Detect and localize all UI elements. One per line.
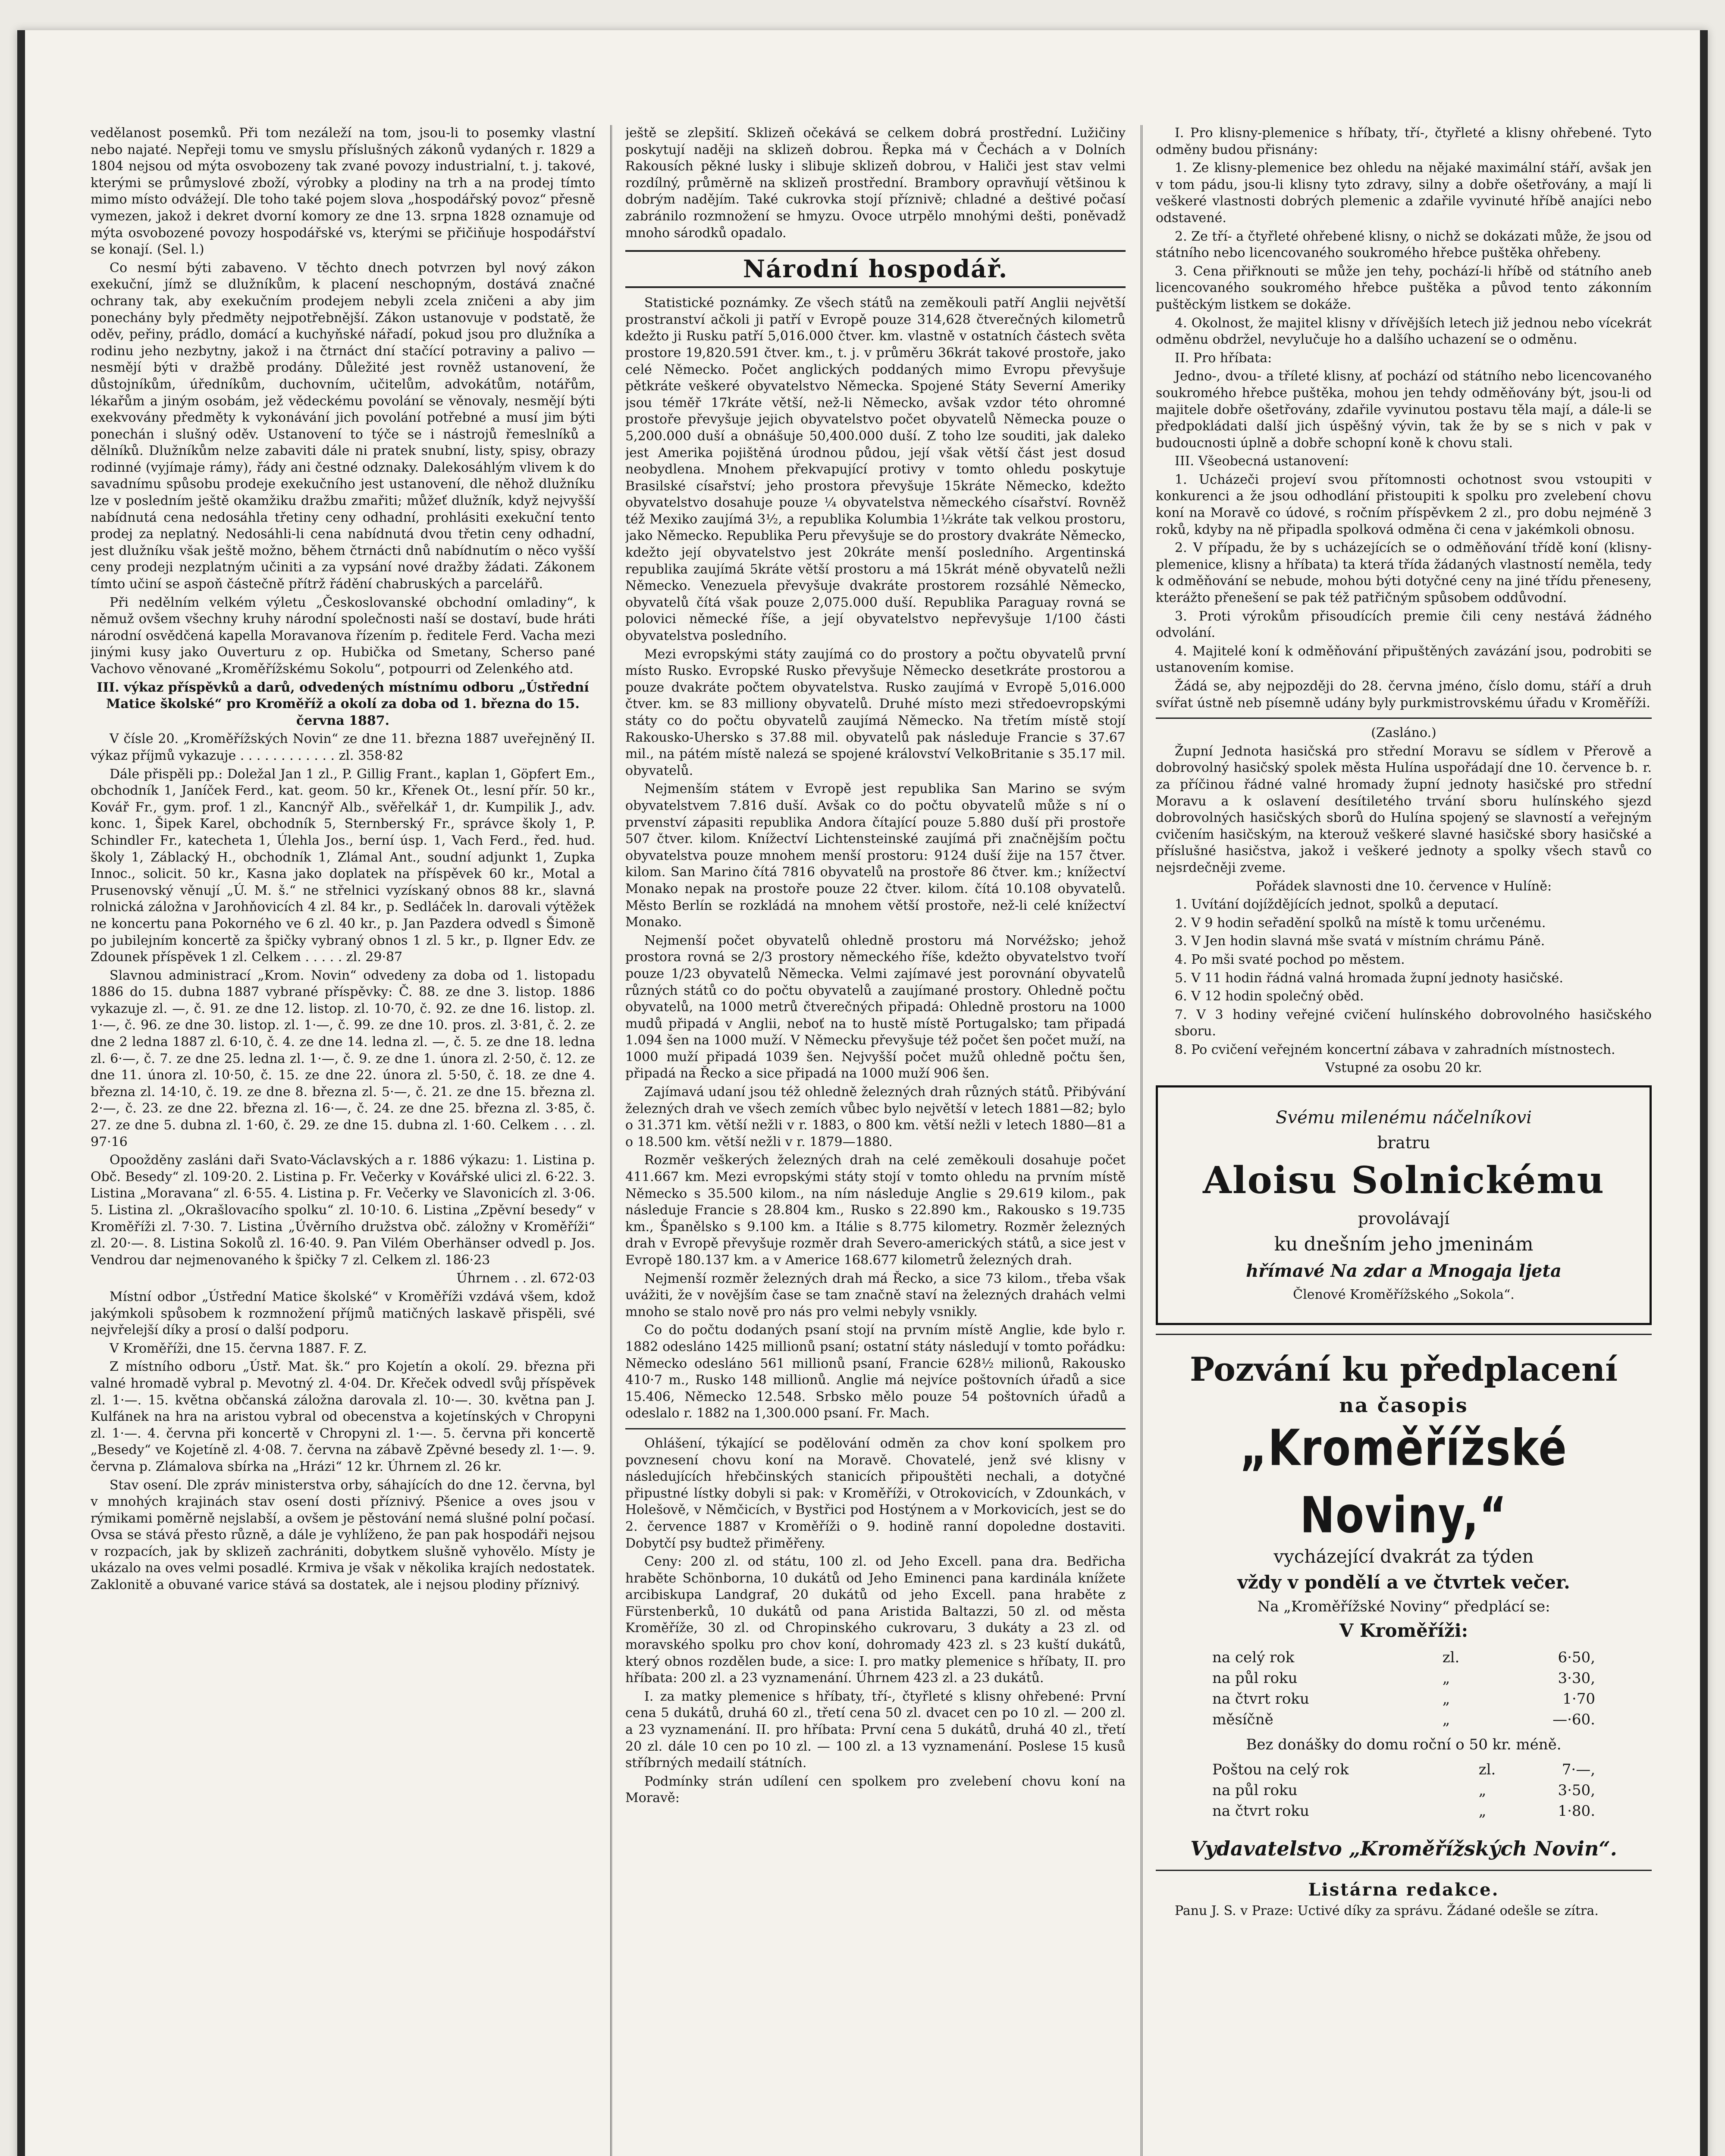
subscription-line: vždy v pondělí a ve čtvrtek večer. <box>1237 1572 1570 1593</box>
article-text: 1. Ucházeči projeví svou přítomnosti ochotnost svou vstoupiti v konkurenci a že jsou odhodlání přistoupiti k spolku pro zvelebení chovu koní na Moravě co údové, s ročním příspěvkem 2 zl., pro dobu nejméně 3 roků, kdyby na ně připadla spolková odměna či cena v jakémkoli obnosu. <box>1156 472 1652 537</box>
article-text: 2. V případu, že by s ucházejících se o odměňování třídě koní (klisny-plemenice, klisny a hříbata) ta která třída žádaných vlastností neměla, tedy k odměňování se nebude, mohou býti dotyčné ceny na jiné třídu přeneseny, kterážto přenešení se pak též patřičným spůsobem oddůvodní. <box>1156 540 1652 606</box>
subscription-line: Na „Kroměřížské Noviny“ předplácí se: <box>1257 1598 1550 1616</box>
price-row <box>1210 1689 1598 1709</box>
program-item: 2. V 9 hodin seřadění spolků na místě k tomu určenému. <box>1175 915 1546 931</box>
total-line: Úhrnem . . zl. 672·03 <box>456 1271 595 1286</box>
article-text: Nejmenším státem v Evropě jest republika San Marino se svým obyvatelstvem 7.816 duší. Avšak co do počtu obyvatelů může s ní o prvenství zápasiti republika Andora čítající pouze 5.880 duší při prostoře 507 čtver. kilom. Knížectví Lichtensteinské zaujímá při značnějším počtu obyvatelstva pouze mnohem menší prostoru: 9124 duší žije na 157 čtver. kilom. San Marino čítá 7816 obyvatelů na prostoře 86 čtver. km.; knížectví Monako nepak na prostoře pouze 22 čtver. kilom. čítá 10.108 obyvatelů. Město Berlín se rozkládá na mnohem větší prostoře, než-li celé knížectví Monako. <box>625 781 1126 930</box>
price-row <box>1210 1709 1598 1730</box>
right-page-edge <box>1700 30 1708 2156</box>
subscription-note: Bez donášky do domu roční o 50 kr. méně. <box>1246 1736 1562 1754</box>
price-label: na půl roku <box>1212 1670 1298 1687</box>
article-text: ještě se zlepšití. Sklizeň očekává se celkem dobrá prostřední. Lužičiny poskytují naději na sklizeň dobrou. Řepka má v Čechách a v Dolních Rakousích pěkné lusky i slibuje sklizeň dobrou, v Haliči jest stav velmi rozdílný, průměrně na sklizeň prostřední. Brambory opravňují většinou k dobrým nadějím. Také cukrovka stojí příznivě; chladné a deštivé počasí zabránilo rozmnožení se hmyzu. Ovoce utrpělo mnohými dešti, poněvadž mnoho sárodků opadalo. <box>625 125 1126 241</box>
program-item: 7. V 3 hodiny veřejné cvičení hulínského dobrovolného hasičského sboru. <box>1175 1007 1652 1039</box>
divider <box>625 1428 1126 1429</box>
zaslano-label: (Zasláno.) <box>1371 725 1436 741</box>
article-text: Dále přispěli pp.: Doležal Jan 1 zl., P. Gillig Frant., kaplan 1, Göpfert Em., obchodník 1, Janíček Ferd., kat. geom. 50 kr., Křenek Ot., lesní přír. 50 kr., Kovář Fr., gym. prof. 1 zl., Kancnýř Alb., svěřelkář 1, dr. Kumpilik J., adv. konc. 1, Šipek Karel, obchodník 5, Sternberský Fr., správce školy 1, P. Schindler Fr., katecheta 1, Úlehla Jos., berní úsp. 1, Vach Ferd., řed. hud. školy 1, Záblacký H., obchodník 1, Zlámal Ant., soudní adjunkt 1, Zupka Innoc., solicit. 50 kr., Kasna jako doplatek na příspěvek 60 kr., Motal a Prusenovský věnují „Ú. M. š.“ ne střelnici vyzískaný obnos 88 kr., slavná rolnická záložna v Jarohňovicích 4 zl. 84 kr., p. Sedláček ln. darovali výtěžek ne koncertu pana Pokorného ve 6 zl. 40 kr., p. Jan Pazdera odvedl s Šimoně po jubilejním koncertě za špičky vybraný obnos 1 zl. 5 kr., p. Ilgner Edv. ze Zdounek příspěvek 1 zl. Celkem . . . . . zl. 29·87 <box>91 766 595 965</box>
price-row <box>1210 1647 1598 1668</box>
price-unit: „ <box>1478 1782 1487 1799</box>
article-text: Statistické poznámky. Ze všech států na zeměkouli patří Anglii největší prostranství ačkoli ji patří v Evropě pouze 314,628 čtverečných kilometrů kdežto ji Rusku patří 5,016.000 čtver. km. vlastně v ostatních částech světa prostore 19,820.591 čtver. km., t. j. v průměru 36krát takové prostoře, jako celé Německo. Počet anglických poddaných mimo Evropu převyšuje pětkráte veškeré obyvatelstvo Německa. Spojené Státy Severní Ameriky jsou téměř 17kráte větší, než-li Německo, avšak vzdor této ohromné prostoře převyšuje jejich obyvatelstvo počet obyvatelů Německa pouze o 5,200.000 duší a obnášuje 50,400.000 duší. Z toho lze souditi, jak daleko jest Amerika pojištěná úrodnou půdou, její však větší část jest dosud neobydlena. Mnohem překvapující protivy v tomto ohledu poskytuje Brasilské císařství; jeho prostora převyšuje 15kráte Německo, kdežto obyvatelstvo dosahuje pouze ¼ obyvatelstva německého císařství. Rovněž též Mexiko zaujímá 3½, a republika Kolumbia 1½kráte tak velkou prostoru, jako Německo. Republika Peru převyšuje se do prostory dvakráte Německo, kdežto její obyvatelstvo jest 20kráte menší posledního. Argentinská republika zaujímá 5kráte větší prostoru a má 15krát méně obyvatelů nežli Německo. Venezuela převyšuje dvakráte prostorem rozsáhlé Německo, obyvatelů čítá však pouze 2,075.000 duší. Republika Paraguay rovná se polovici německé říše, a její obyvatelstvo nepřevyšuje 1/100 části obyvatelstva posledního. <box>625 295 1126 644</box>
article-text: Mezi evropskými státy zaujímá co do prostory a počtu obyvatelů první místo Rusko. Evropské Rusko převyšuje Německo desetkráte prostorou a pouze dvakráte počtem obyvatelstva. Rusko zaujímá v Evropě 5,016.000 čtver. km. se 83 milliony obyvatelů. Druhé místo mezi středoevropskými státy co do počtu obyvatelů zaujímá Německo. Na třetím místě stojí Rakousko-Uhersko s 37.88 mil. obyvatelů pak následuje Francie s 37.67 mil., na pátém místě nalezá se spojené království VelkoBritanie s 35.17 mil. obyvatelů. <box>625 646 1126 778</box>
column-2 <box>625 125 1126 2156</box>
price-label: na čtvrt roku <box>1212 1690 1309 1708</box>
article-text: Rozměr veškerých železných drah na celé zeměkouli dosahuje počet 411.667 km. Mezi evropskými státy stojí v tomto ohledu na prvním místě Německo s 35.500 kilom., na ním následuje Anglie s 29.619 kilom., pak následuje Francie s 28.804 km., Rusko s 22.890 km., Rakousko s 19.735 km., Španělsko s 9.100 km. a Itálie s 8.775 kilometry. Rozměr železných drah v Evropě převyšuje rozměr drah Severo-amerických států, a sice jest v Evropě 180.137 km. a v Americe 168.677 kilometrů železných drah. <box>625 1153 1126 1268</box>
program-heading: Pořádek slavnosti dne 10. července v Hulíně: <box>1255 878 1552 894</box>
price-row <box>1210 1801 1598 1821</box>
divider <box>1156 1870 1652 1871</box>
article-text: Slavnou administrací „Krom. Novin“ odvedeny za doba od 1. listopadu 1886 do 15. dubna 1887 vybrané příspěvky: Č. 88. ze dne 3. listop. 1886 vykazuje zl. —, č. 91. ze dne 12. listop. zl. 10·70, č. 92. ze dne 16. listop. zl. 1·—, č. 96. ze dne 30. listop. zl. 1·—, č. 99. ze dne 10. pros. zl. 3·81, č. 2. ze dne 2 ledna 1887 zl. 6·10, č. 4. ze dne 14. ledna zl. —, č. 5. ze dne 18. ledna zl. 6·—, č. 7. ze dne 25. ledna zl. 1·—, č. 9. ze dne 1. února zl. 2·50, č. 12. ze dne 11. února zl. 10·50, č. 15. ze dne 22. února zl. 5·50, č. 18. ze dne 4. března zl. 14·10, č. 19. ze dne 8. března zl. 5·—, č. 21. ze dne 15. března zl. 2·—, č. 23. ze dne 22. března zl. 16·—, č. 24. ze dne 25. března zl. 3·85, č. 27. ze dne 5. dubna zl. 1·60, č. 29. ze dne 15. dubna zl. 1·60. Celkem . . . zl. 97·16 <box>91 968 595 1150</box>
article-text: V čísle 20. „Kroměřížských Novin“ ze dne 11. března 1887 uveřejněný II. výkaz příjmů vykazuje . . . . . . . . . . . . zl. 358·82 <box>91 731 595 763</box>
price-amount: 6·50, <box>1558 1649 1595 1667</box>
article-text: Žádá se, aby nejpozději do 28. června jméno, číslo domu, stáří a druh svířat ústně neb písemně udány byly purkmistrovskému úřadu v Kroměříži. <box>1156 679 1652 711</box>
price-amount: 1·70 <box>1562 1690 1595 1708</box>
article-text: 3. Cena přiřknouti se může jen tehy, pochází-li hříbě od státního aneb licencovaného soukromého hřebce puštěka a původ tento zákonním puštěckým listkem se dokáže. <box>1156 263 1652 312</box>
divider <box>1156 718 1652 719</box>
newspaper-page <box>17 30 1708 2156</box>
price-row <box>1210 1780 1598 1801</box>
greeting-line: provolávají <box>1358 1209 1450 1228</box>
price-unit: „ <box>1442 1690 1450 1708</box>
article-text: III. Všeobecná ustanovení: <box>1175 454 1349 469</box>
article-text: Jedno-, dvou- a tříleté klisny, ať pochází od státního nebo licencovaného soukromého hřebce puštěka, mohou jen tehdy odměňovány být, jsou-li od majitele dobře ošetřovány, zdařile vyvinutou postavu těla mají, a dále-li se předpokládati další jich úspěšný vývin, tak že by se s nich v pak v budoucnosti úplně a dobře schopní koně k chovu stali. <box>1156 369 1652 451</box>
greeting-box <box>1156 1085 1652 1325</box>
program-item: 4. Po mši svaté pochod po městem. <box>1175 952 1405 967</box>
article-text: II. Pro hříbata: <box>1175 350 1272 366</box>
article-text: Nejmenší počet obyvatelů ohledně prostoru má Norvéžsko; jehož prostora rovná se 2/3 prostory německého říše, kdežto obyvatelstvo tvoří pouze 1/23 obyvatelů Německa. Velmi zajímavé jest porovnání obyvatelů různých států co do počtu obyvatelů a zaujímané prostory. Ohledně počtu obyvatelů, na 1000 metrů čtverečných připadá: Ohledně prostoru na 1000 mudů připadá v Anglii, neboť na to hustě místě Portugalsko; tam připadá 1.094 šen na 1000 muží. V Německu převyšuje též počet šen počet muží, na 1000 muží připadá 1039 šen. Nejvyšší počet mužů ohledně počtu šen, připadá na Řecko a sice připadá na 1000 muží 906 šen. <box>625 933 1126 1081</box>
article-text: 4. Majitelé koní k odměňování připuštěných zavázání jsou, podrobiti se ustanovením komise. <box>1156 643 1652 676</box>
column-divider <box>610 125 612 2156</box>
post-price-table <box>1210 1759 1598 1821</box>
greeting-line: ku dnešním jeho jmeninám <box>1274 1233 1534 1256</box>
editorial-heading: Listárna redakce. <box>1308 1880 1499 1900</box>
column-1 <box>91 125 595 2156</box>
greeting-line: bratru <box>1377 1133 1430 1153</box>
left-page-edge <box>17 30 25 2156</box>
price-amount: —·60. <box>1552 1711 1595 1729</box>
article-text: Podmínky strán udílení cen spolkem pro zvelebení chovu koní na Moravě: <box>625 1774 1126 1806</box>
price-amount: 3·50, <box>1558 1782 1595 1799</box>
article-text: Z místního odboru „Ústř. Mat. šk.“ pro Kojetín a okolí. 29. března při valné hromadě vybral p. Mevotný zl. 4·04. Dr. Křeček odvedl svůj příspěvek zl. 1·—. 15. května občanská záložna darovala zl. 10·—. 30. května pan J. Kulfánek na hra na aristou vybral od obecenstva a kojetínských v Chropyni zl. 1·—. 4. června při koncertě v Chropyni zl. 1·—. 5. června při koncertě „Besedy“ ve Kojetíně zl. 4·08. 7. června na zábavě Zpěvné besedy zl. 1·—. 9. června p. Zlámalova sbírka na „Hrázi“ 12 kr. Úhrnem zl. 26 kr. <box>91 1359 595 1474</box>
price-unit: „ <box>1478 1802 1487 1820</box>
subscription-line: vycházející dvakrát za týden <box>1273 1546 1534 1567</box>
column-3 <box>1156 125 1652 2156</box>
column-divider <box>1141 125 1142 2156</box>
article-text: Ohlášení, týkající se podělování odměn za chov koní spolkem pro povznesení chovu koní na Moravě. Chovatelé, jenž své klisny v následujících hřebčinských stanicích připouštěti nechali, a dotyčné připustné lístky dobyli si pak: v Kroměříži, v Otrokovicích, v Zdounkách, v Holešově, v Němčicích, v Bystřici pod Hostýnem a v Morkovicích, jest se do 2. července 1887 v Kroměříži o 9. hodině ranní dopoledne dostaviti. Dobytčí psy budtež přiměřeny. <box>625 1435 1126 1551</box>
article-text: Nejmenší rozměr železných drah má Řecko, a sice 73 kilom., třeba však uvážiti, že v novějším čase se tam značně staví na železných drahách velmi mnoho se stalo nově pro nás pro velmi nebyly vsnikly. <box>625 1271 1126 1319</box>
price-label: na čtvrt roku <box>1212 1802 1309 1820</box>
price-row <box>1210 1668 1598 1689</box>
program-item: 6. V 12 hodin společný oběd. <box>1175 989 1364 1004</box>
price-unit: „ <box>1442 1670 1450 1687</box>
article-text: Při nedělním velkém výletu „Českoslovanské obchodní omladiny“, k němuž ovšem všechny kruhy národní společnosti naší se dostaví, bude hráti národní osvědčená kapella Moravanova řízením p. ředitele Ferd. Vacha mezi jinými kusy jako Ouverturu z op. Hubička od Smetany, Scherso pané Vachovo věnované „Kroměřížskému Sokolu“, potpourri od Zelenkého atd. <box>91 595 595 677</box>
price-table <box>1210 1647 1598 1730</box>
entry-fee: Vstupné za osobu 20 kr. <box>1325 1060 1482 1076</box>
price-label: Poštou na celý rok <box>1212 1761 1349 1779</box>
program-item: 1. Uvítání dojíždějících jednot, spolků a deputací. <box>1175 897 1499 912</box>
article-text: Místní odbor „Ústřední Matice školské“ v Kroměříži vzdává všem, kdož jakýmkoli spůsobem k rozmnožení příjmů matičných laskavě přispěli, své nejvřelejší díky a prosí o další podporu. <box>91 1289 595 1338</box>
price-unit: zl. <box>1442 1649 1460 1667</box>
price-label: měsíčně <box>1212 1711 1273 1729</box>
greeting-name: Aloisu Solnickému <box>1203 1159 1605 1203</box>
article-text: Zajímavá udaní jsou též ohledně železných drah různých států. Přibývání železných drah ve všech zemích vůbec bylo největší v letech 1881—82; bylo o 31.371 km. větší nežli v r. 1883, o 800 km. větší nežli v letech 1880—81 a o 18.500 km. větší nežli v r. 1879—1880. <box>625 1084 1126 1150</box>
article-text: 4. Okolnost, že majitel klisny v dřívějších letech již jednou nebo vícekrát odměnu obdržel, nevylučuje ho a dalšího uchazení se o odměnu. <box>1156 315 1652 348</box>
newspaper-name: „Kroměřížské Noviny,“ <box>1240 1419 1568 1545</box>
divider <box>1156 1334 1652 1335</box>
price-unit: zl. <box>1478 1761 1496 1779</box>
article-text: vedělanost posemků. Při tom nezáleží na tom, jsou-li to posemky vlastní nebo najaté. Nepřeji tomu ve smyslu příslušných zákonů vydaných r. 1829 a 1804 nejsou od mýta osvobozeny tak zvané povozy industrialní, t. j. takové, kterými se průmyslové zboží, výrobky a plodiny na trh a na prodej tímto mimo místo odvážejí. Dle toho také pojem slova „hospodářský povoz“ přesně vymezen, jakož i dekret dvorní komory ze dne 13. srpna 1828 oznamuje od mýta osvobozené povozy hospodářské vs, kterými se přičiňuje hospodářství se konají. (Sel. l.) <box>91 125 595 257</box>
price-amount: 7·—, <box>1562 1761 1595 1779</box>
price-label: na celý rok <box>1212 1649 1295 1667</box>
publisher-line: Vydavatelstvo „Kroměřížských Novin“. <box>1190 1837 1617 1861</box>
article-text: I. za matky plemenice s hříbaty, tří-, čtyřleté s klisny ohřebené: První cena 5 dukátů, druhá 60 zl., třetí cena 50 zl. dvacet cen po 10 zl. — 200 zl. a 23 vyznamenání. II. pro hříbata: První cena 5 dukátů, druhá 40 zl., třetí 20 zl. dále 10 cen po 10 zl. — 100 zl. a 13 vyznamenání. Poslese 15 kusů stříbrných medailí státních. <box>625 1689 1126 1771</box>
price-unit: „ <box>1442 1711 1450 1729</box>
program-item: 3. V Jen hodin slavná mše svatá v místním chrámu Páně. <box>1175 934 1545 949</box>
article-text: Ceny: 200 zl. od státu, 100 zl. od Jeho Excell. pana dra. Bedřicha hraběte Schönborna, 10 dukátů od Jeho Eminenci pana kardinála knížete arcibiskupa Landgraf, 20 dukátů od jeho Excell. pana hraběte z Fürstenberků, 10 dukátů od pana Aristida Baltazzi, 50 zl. od města Kroměříže, 30 zl. od Chropinského cukrovaru, 3 dukáty a 23 zl. od moravského spolku pro chov koní, dohromady 423 zl. s 23 kuští dukátů, který obnos rozdělen bude, a sice: I. pro matky plemenice s hříbaty, II. pro hříbata: 200 zl. a 23 vyznamenání. Úhrnem 423 zl. a 23 dukátů. <box>625 1554 1126 1686</box>
greeting-line: Svému milenému náčelníkovi <box>1276 1108 1532 1128</box>
editorial-note: Panu J. S. v Praze: Uctivé díky za správu. Žádané odešle se zítra. <box>1175 1903 1599 1919</box>
article-text: Opoožděny zasláni daři Svato-Václavských a r. 1886 výkazu: 1. Listina p. Obč. Besedy“ zl. 109·20. 2. Listina p. Fr. Večerky v Kovářské ulici zl. 6·22. 3. Listina „Moravana“ zl. 6·55. 4. Listina p. Fr. Večerky ve Slavonicích zl. 3·06. 5. Listina zl. „Okrašlovacího spolku“ zl. 10·10. 6. Listina „Zpěvní besedy“ v Kroměříži zl. 7·30. 7. Listina „Úvěrního družstva obč. záložny v Kroměříži“ zl. 20·—. 8. Listina Sokolů zl. 16·40. 9. Pan Vilém Oberhänser odvedl p. Jos. Vendrou dar nejmenovaného k špičky 7 zl. Celkem zl. 186·23 <box>91 1153 595 1268</box>
article-text: Stav osení. Dle zpráv ministerstva orby, sáhajících do dne 12. června, byl v mnohých krajinách stav osení dosti příznivý. Pšenice a oves jsou v rýmikami poměrně nejslabší, a ovšem je pěstování nemá slušné polní počasí. Ovsa se stává přesto různě, a dále je vyhlíženo, že pan pak hospodáři nejsou v rozpacích, jak by sklizeň zachrániti, dobytkem slušně vyhovělo. Místy je ukázalo na oves velmi posadlé. Krmiva je však v několika krajích nedostatek. Zaklonitě a obuvané varice stává sa dostatek, ale i nejsou plodiny příznivý. <box>91 1477 595 1593</box>
article-text: Co do počtu dodaných psaní stojí na prvním místě Anglie, kde bylo r. 1882 odesláno 1425 millionů psaní; ostatní státy následují v tomto pořádku: Německo odesláno 561 millionů psaní, Francie 628½ milionů, Rakousko 410·7 m., Rusko 148 millionů. Anglie má nejvíce poštovních úřadů a sice 15.406, Německo 12.548. Srbsko mělo pouze 54 poštovních úřadů a odeslalo r. 1882 na 1,300.000 psaní. Fr. Mach. <box>625 1322 1126 1421</box>
article-text: Župní Jednota hasičská pro střední Moravu se sídlem v Přerově a dobrovolný hasičský spolek města Hulína uspořádají dne 10. července b. r. za příčinou řádné valné hromady župní jednoty hasičské pro střední Moravu a k oslavení desítiletého trvání sboru hulínského sjezd dobrovolných hasičských sborů do Hulína spojený se slavností a veřejným cvičením hasičským, na kterouž veškeré slavné hasičské sbory hasičské a příslušné hasičstva, jakož i veškeré jednoty a spolky všech stavů co nejsrdečněji zveme. <box>1156 743 1652 875</box>
greeting-line: hřímavé Na zdar a Mnogaja ljeta <box>1246 1261 1562 1282</box>
program-item: 8. Po cvičení veřejném koncertní zábava v zahradních místnostech. <box>1175 1042 1615 1057</box>
article-text: Co nesmí býti zabaveno. V těchto dnech potvrzen byl nový zákon exekuční, jímž se dlužníkům, k placení neschopným, dostává značné ochrany tak, aby exekučním prodejem nebyli zcela zničeni a aby jim ponechány byly předměty nejpotřebnější. Zákon ustanovuje v podstatě, že oděv, peřiny, prádlo, domácí a kuchyňské nářadí, pokud jsou pro dlužníka a rodinu jeho nezbytny, jakož i na čtrnáct dní stačící potraviny a palivo — nesmějí býti v dražbě prodány. Důležité jest rovněž ustanovení, že důstojníkům, úředníkům, duchovním, učitelům, advokátům, notářům, lékařům a jiným osobám, jež vědeckému povolání se věnovaly, nesmějí býti exekvovány předměty k vykonávání jich povolání potřebné a musí jim býti ponechán i slušný oděv. Ustanovení to týče se i nástrojů řemeslníků a dělníků. Dlužníkům nelze zabaviti dále ni pratek snubní, listy, spisy, obrazy rodinné (vyjímaje rámy), řády ani čestné odznaky. Dalekosáhlým vlivem k do savadnímu spůsobu prodeje exekučního jest ustanovení, dle něhož dlužníku lze v posledním ještě okamžiku dražbu zmařiti; můžeť dlužník, když nejvyšší nabídnutá cena nedosáhla třetiny ceny odhadní, prohlásiti exekuční tento prodej za neplatný. Nedosáhli-li cena nabídnutá dvou třetin ceny odhadní, jest dlužníku však ještě možno, během čtrnácti dnů nabídnutím o něco vyšší ceny prodeji nezplatným učiniti a za vypsání nové dražby žádati. Zákonem tímto učiní se aspoň částečně přítrž řádění chabruských a parcelářů. <box>91 260 595 592</box>
greeting-signature: Členové Kroměřížského „Sokola“. <box>1293 1287 1515 1303</box>
article-text: 1. Ze klisny-plemenice bez ohledu na nějaké maximální stáří, avšak jen v tom pádu, jsou-li klisny tyto zdravy, silny a dobře ošetřovány, a mají li veškeré vlastnosti dobrých plemenic a zdařile vyvinuté hříbě anajíci nebo odstavené. <box>1156 160 1652 226</box>
subscription-subtitle: na časopis <box>1339 1394 1468 1417</box>
program-item: 5. V 11 hodin řádná valná hromada župní jednoty hasičské. <box>1175 970 1563 986</box>
dateline: V Kroměříži, dne 15. června 1887. F. Z. <box>110 1341 367 1356</box>
article-text: 3. Proti výrokům přisoudících premie čili ceny nestává žádného odvolání. <box>1156 608 1652 641</box>
section-heading: Národní hospodář. <box>625 250 1126 288</box>
article-text: I. Pro klisny-plemenice s hříbaty, tří-, čtyřleté a klisny ohřebené. Tyto odměny budou přisnány: <box>1156 125 1652 157</box>
price-amount: 1·80. <box>1558 1802 1595 1820</box>
subscription-line: V Kroměříži: <box>1339 1620 1468 1642</box>
price-row <box>1210 1759 1598 1780</box>
price-amount: 3·30, <box>1558 1670 1595 1687</box>
article-text: 2. Ze tří- a čtyřleté ohřebené klisny, o nichž se dokázati může, že jsou od státního nebo licencovaného soukromého hřebce puštěka ohřebeny. <box>1156 229 1652 261</box>
report-heading: III. výkaz příspěvků a darů, odvedených místnímu odboru „Ústřední Matice školské“ pro Kroměříž a okolí za doba od 1. března do 15. června 1887. <box>97 680 589 728</box>
price-label: na půl roku <box>1212 1782 1298 1799</box>
subscription-title: Pozvání ku předplacení <box>1189 1350 1618 1389</box>
